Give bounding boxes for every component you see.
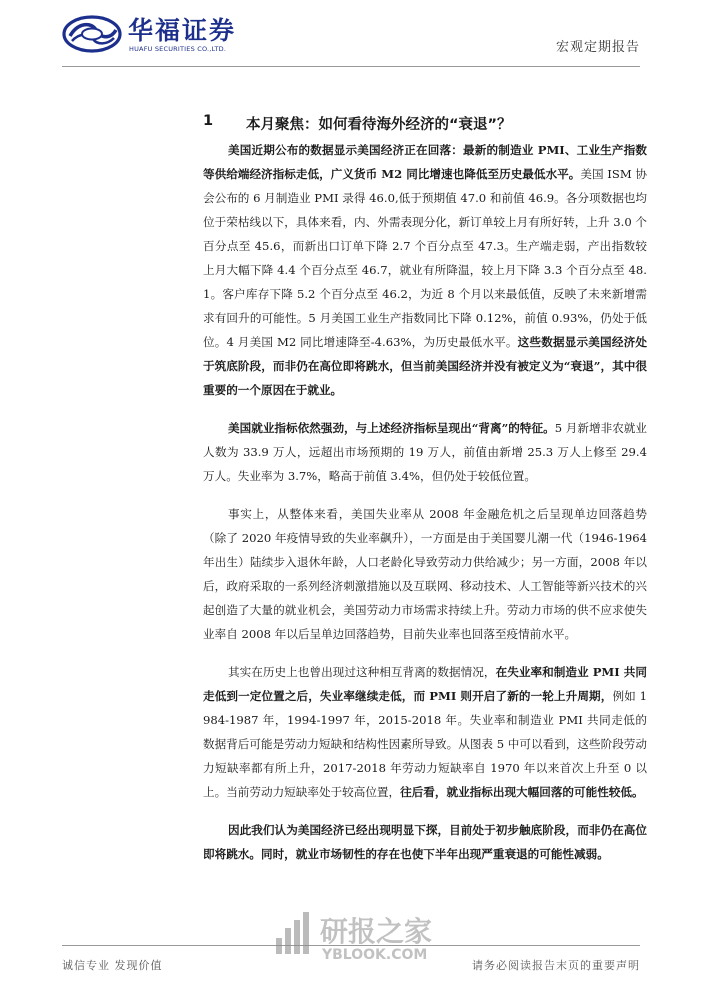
- watermark-bars-icon: [274, 908, 310, 958]
- footer-disclaimer: 请务必阅读报告末页的重要声明: [472, 959, 640, 972]
- paragraph-4: 其实在历史上也曾出现过这种相互背离的数据情况，在失业率和制造业 PMI 共同走低到一定位置之后，失业率继续走低，而 PMI 则开启了新的一轮上升周期，例如 1984-1987 年，1994-1997 年，2015-2018 年。失业率和制造业 PMI 共同走低的数据背后可能是劳动力短缺和结构性因素所导致。从图表 5 中可以看到，这些阶段劳动力短缺率都有所上升，2017-2018 年劳动力短缺率自 1970 年以来首次上升至 0 以上。当前劳动力短缺率处于较高位置，往后看，就业指标出现大幅回落的可能性较低。: [203, 665, 648, 799]
- watermark-text: 研报之家: [320, 915, 433, 948]
- paragraph-1: 美国近期公布的数据显示美国经济正在回落：最新的制造业 PMI、工业生产指数等供给端经济指标走低，广义货币 M2 同比增速也降低至历史最低水平。美国 ISM 协会公布的 6 月制造业 PMI 录得 46.0,低于预期值 47.0 和前值 46.9。各分项数据也均位于荣枯线以下，具体来看，内、外需表现分化，新订单较上月有所好转，上升 3.0 个百分点至 45.6，而新出口订单下降 2.7 个百分点至 47.3。生产端走弱，产出指数较上月大幅下降 4.4 个百分点至 46.7，就业有所降温，较上月下降 3.3 个百分点至 48.1。客户库存下降 5.2 个百分点至 46.2，为近 8 个月以来最低值，反映了未来新增需求有回升的可能性。5 月美国工业生产指数同比下降 0.12%，前值 0.93%，仍处于低位。4 月美国 M2 同比增速降至-4.63%，为历史最低水平。这些数据显示美国经济处于筑底阶段，而非仍在高位即将跳水，但当前美国经济并没有被定义为“衰退”，其中很重要的一个原因在于就业。: [203, 143, 647, 397]
- company-name-en: HUAFU SECURITIES CO.,LTD.: [129, 45, 227, 53]
- company-logo-icon: [62, 14, 122, 54]
- paragraph-5: 因此我们认为美国经济已经出现明显下探，目前处于初步触底阶段，而非仍在高位即将跳水。同时，就业市场韧性的存在也使下半年出现严重衰退的可能性减弱。: [203, 823, 647, 861]
- body-text: [203, 138, 647, 880]
- paragraph-3: 事实上，从整体来看，美国失业率从 2008 年金融危机之后呈现单边回落趋势（除了 2020 年疫情导致的失业率飙升），一方面是由于美国婴儿潮一代（1946-1964 年出生）陆续步入退休年龄，人口老龄化导致劳动力供给减少；另一方面，2008 年以后，政府采取的一系列经济刺激措施以及互联网、移动技术、人工智能等新兴技术的兴起创造了大量的就业机会，美国劳动力市场需求持续上升。劳动力市场的供不应求使失业率自 2008 年以后呈单边回落趋势，目前失业率也回落至疫情前水平。: [203, 507, 647, 641]
- company-name-cn: 华福证券: [128, 16, 237, 45]
- section-number: 1: [203, 113, 214, 129]
- page-header: [0, 0, 702, 66]
- watermark-url: YBLOOK.COM: [322, 947, 428, 963]
- report-type: 宏观定期报告: [555, 40, 640, 55]
- paragraph-2: 美国就业指标依然强劲，与上述经济指标呈现出“背离”的特征。5 月新增非农就业人数为 33.9 万人，远超出市场预期的 19 万人，前值由新增 25.3 万人上修至 29.4 万人。失业率为 3.7%，略高于前值 3.4%，但仍处于较低位置。: [203, 421, 648, 483]
- footer-slogan: 诚信专业 发现价值: [62, 959, 163, 972]
- section-title: 本月聚焦：如何看待海外经济的“衰退”？: [246, 117, 512, 133]
- header-divider: [62, 66, 640, 67]
